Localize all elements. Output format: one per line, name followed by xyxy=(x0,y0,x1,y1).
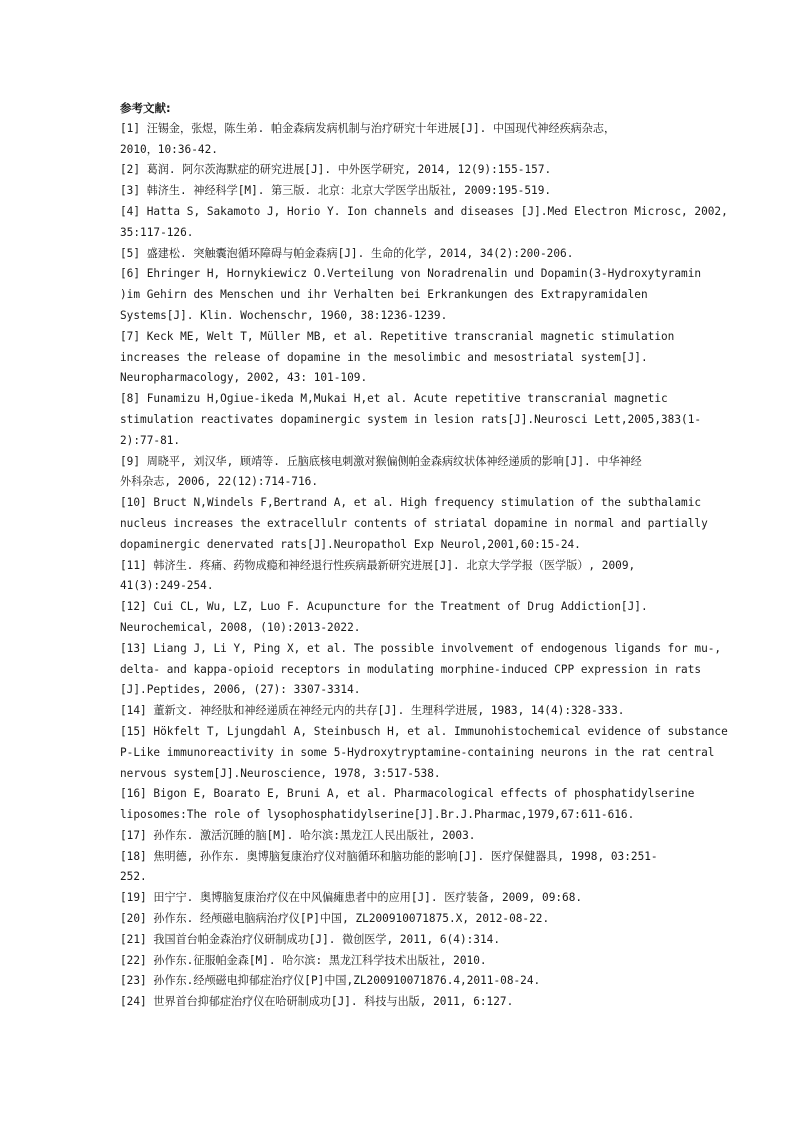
reference-line: [16] Bigon E, Boarato E, Bruni A, et al. Pharmacological effects of phosphatidylserine xyxy=(120,787,695,801)
reference-line: 252. xyxy=(120,870,147,884)
reference-line: )im Gehirn des Menschen und ihr Verhalten bei Erkrankungen des Extrapyramidalen xyxy=(120,288,648,302)
reference-line: 35:117-126. xyxy=(120,225,194,239)
reference-line: [17] 孙作东. 激活沉睡的脑[M]. 哈尔滨:黑龙江人民出版社, 2003. xyxy=(120,828,476,842)
reference-line: [23] 孙作东.经颅磁电抑郁症治疗仪[P]中国,ZL200910071876.4,2011-08-24. xyxy=(120,974,541,988)
references-heading: 参考文献: xyxy=(120,101,171,115)
reference-line: [14] 董新文. 神经肽和神经递质在神经元内的共存[J]. 生理科学进展, 1983, 14(4):328-333. xyxy=(120,704,625,718)
reference-line: [11] 韩济生. 疼痛、药物成瘾和神经退行性疾病最新研究进展[J]. 北京大学学报（医学版）, 2009, xyxy=(120,558,636,572)
reference-line: [22] 孙作东.征服帕金森[M]. 哈尔滨: 黑龙江科学技术出版社, 2010. xyxy=(120,953,487,967)
reference-line: stimulation reactivates dopaminergic system in lesion rats[J].Neurosci Lett,2005,383(1- xyxy=(120,412,702,426)
reference-line: [19] 田宁宁. 奥博脑复康治疗仪在中风偏瘫患者中的应用[J]. 医疗装备, 2009, 09:68. xyxy=(120,891,583,905)
reference-line: [6] Ehringer H, Hornykiewicz O.Verteilung von Noradrenalin und Dopamin(3-Hydroxytyramin xyxy=(120,267,702,281)
reference-line: [15] Hökfelt T, Ljungdahl A, Steinbusch H, et al. Immunohistochemical evidence of substance xyxy=(120,724,728,738)
reference-line: delta- and kappa-opioid receptors in modulating morphine-induced CPP expression in rats xyxy=(120,662,702,676)
reference-line: [8] Funamizu H,Ogiue-ikeda M,Mukai H,et al. Acute repetitive transcranial magnetic xyxy=(120,392,668,406)
reference-line: Neurochemical, 2008, (10):2013-2022. xyxy=(120,620,361,634)
reference-line: Systems[J]. Klin. Wochenschr, 1960, 38:1236-1239. xyxy=(120,308,448,322)
reference-line: [4] Hatta S, Sakamoto J, Horio Y. Ion channels and diseases [J].Med Electron Microsc, 2002, xyxy=(120,204,728,218)
reference-line: [9] 周晓平, 刘汉华, 顾靖等. 丘脑底核电刺激对猴偏侧帕金森病纹状体神经递质的影响[J]. 中华神经 xyxy=(120,454,642,468)
reference-line: [24] 世界首台抑郁症治疗仪在哈研制成功[J]. 科技与出版, 2011, 6:127. xyxy=(120,995,514,1009)
reference-line: Neuropharmacology, 2002, 43: 101-109. xyxy=(120,371,368,385)
reference-line: liposomes:The role of lysophosphatidylserine[J].Br.J.Pharmac,1979,67:611-616. xyxy=(120,808,635,822)
reference-line: 2010，10:36-42. xyxy=(120,142,218,156)
reference-line: 2):77-81. xyxy=(120,433,181,447)
reference-line: [1] 汪锡金，张煜，陈生弟. 帕金森病发病机制与治疗研究十年进展[J]. 中国现代神经疾病杂志， xyxy=(120,121,616,135)
reference-line: [2] 葛润. 阿尔茨海默症的研究进展[J]. 中外医学研究, 2014, 12(9):155-157. xyxy=(120,163,552,177)
reference-line: [12] Cui CL, Wu, LZ, Luo F. Acupuncture for the Treatment of Drug Addiction[J]. xyxy=(120,600,648,614)
reference-line: 外科杂志, 2006, 22(12):714-716. xyxy=(120,475,318,489)
reference-line: [13] Liang J, Li Y, Ping X, et al. The possible involvement of endogenous ligands for mu-, xyxy=(120,641,722,655)
reference-line: increases the release of dopamine in the mesolimbic and mesostriatal system[J]. xyxy=(120,350,648,364)
reference-line: [18] 焦明德, 孙作东. 奥博脑复康治疗仪对脑循环和脑功能的影响[J]. 医疗保健器具, 1998, 03:251- xyxy=(120,849,658,863)
reference-line: nucleus increases the extracellulr contents of striatal dopamine in normal and partially xyxy=(120,516,708,530)
reference-line: [7] Keck ME, Welt T, Müller MB, et al. Repetitive transcranial magnetic stimulation xyxy=(120,329,675,343)
reference-line: [20] 孙作东. 经颅磁电脑病治疗仪[P]中国, ZL200910071875.X, 2012-08-22. xyxy=(120,912,550,926)
reference-line: [5] 盛建松. 突触囊泡循环障碍与帕金森病[J]. 生命的化学, 2014, 34(2):200-206. xyxy=(120,246,574,260)
reference-line: [10] Bruct N,Windels F,Bertrand A, et al. High frequency stimulation of the subthalamic xyxy=(120,496,702,510)
reference-line: [J].Peptides, 2006, (27): 3307-3314. xyxy=(120,683,361,697)
reference-line: nervous system[J].Neuroscience, 1978, 3:517-538. xyxy=(120,766,441,780)
reference-line: 41(3):249-254. xyxy=(120,579,214,593)
reference-line: dopaminergic denervated rats[J].Neuropathol Exp Neurol,2001,60:15-24. xyxy=(120,537,581,551)
references-section xyxy=(120,98,728,1013)
reference-line: [3] 韩济生. 神经科学[M]. 第三版. 北京：北京大学医学出版社, 2009:195-519. xyxy=(120,184,552,198)
reference-line: P-Like immunoreactivity in some 5-Hydroxytryptamine-containing neurons in the rat central xyxy=(120,745,715,759)
reference-line: [21] 我国首台帕金森治疗仪研制成功[J]. 微创医学, 2011, 6(4):314. xyxy=(120,932,501,946)
